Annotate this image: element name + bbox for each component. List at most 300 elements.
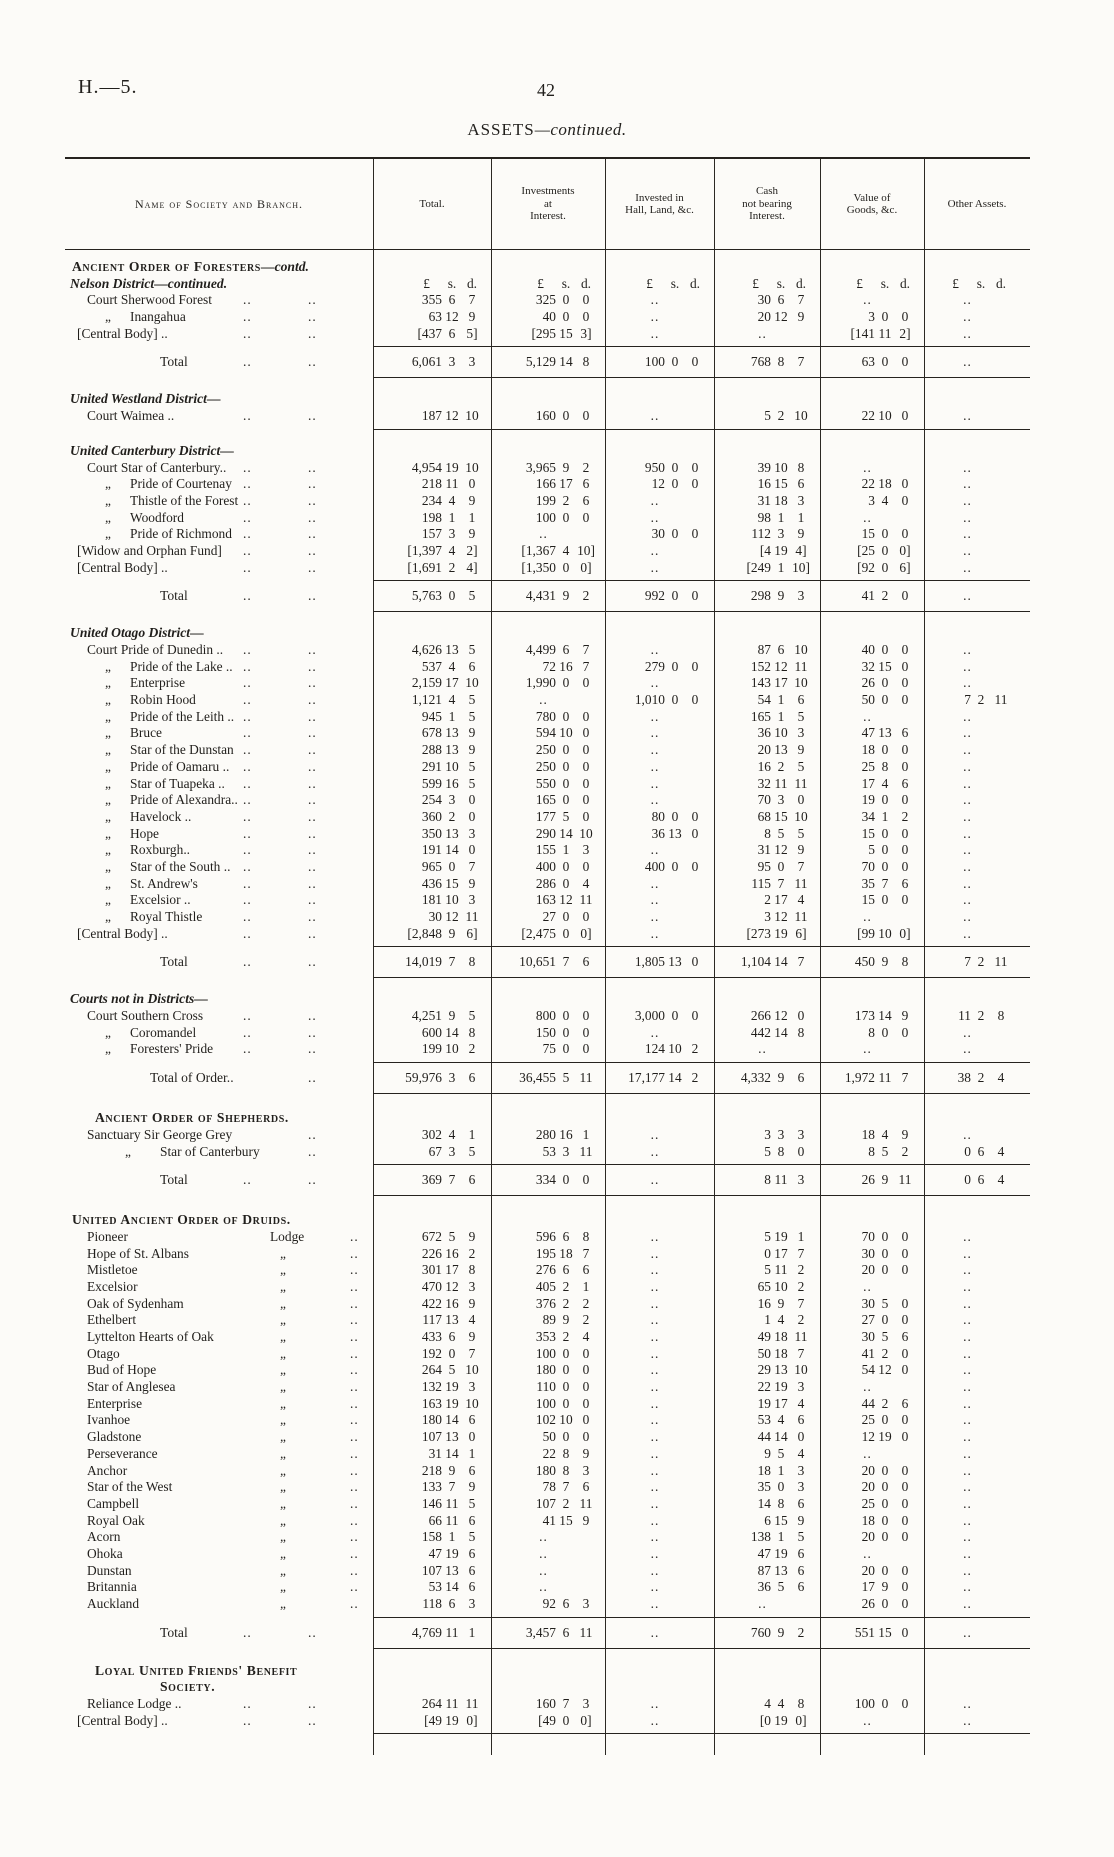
table-row <box>65 1579 1030 1596</box>
pence-value: 9 <box>468 1228 476 1244</box>
pounds-value: 98 <box>757 509 771 525</box>
pounds-value: 110 <box>536 1379 556 1395</box>
pence-value: 3] <box>580 325 592 341</box>
pounds-value: 596 <box>535 1228 556 1244</box>
society-name: Roxburgh.. <box>130 842 191 858</box>
money-cell: .. <box>863 1545 872 1561</box>
money-cell <box>714 1429 820 1446</box>
pounds-value: £ <box>537 275 544 291</box>
money-cell: .. <box>963 1495 972 1511</box>
shillings-value: 19 <box>774 1379 788 1395</box>
pence-value: 9 <box>468 1295 476 1311</box>
empty-cell <box>820 1663 924 1680</box>
pence-value: 5 <box>797 758 805 774</box>
money-cell: .. <box>963 1395 972 1411</box>
leader-dots: .. <box>308 492 317 508</box>
money-cell: .. <box>650 1412 660 1428</box>
society-name-cell <box>65 659 373 676</box>
shillings-value: 5 <box>881 1143 889 1159</box>
money-cell <box>714 1713 820 1730</box>
leader-dots: .. <box>308 675 317 691</box>
society-name: Foresters' Pride <box>130 1041 214 1057</box>
money-cell <box>714 909 820 926</box>
money-cell <box>491 892 605 909</box>
shillings-value: 10 <box>559 1412 573 1428</box>
money-cell: .. <box>539 1562 548 1578</box>
pence-value: 0 <box>582 725 590 741</box>
pence-value: 8 <box>797 459 805 475</box>
money-cell <box>373 842 491 859</box>
pounds-value: 152 <box>750 658 771 674</box>
society-name-cell <box>65 1127 373 1144</box>
ditto-mark: „ <box>105 309 111 325</box>
pounds-value: 20 <box>861 1262 875 1278</box>
money-cell <box>714 842 820 859</box>
pounds-value: 1,805 <box>634 954 665 970</box>
shillings-value: 0 <box>881 642 889 657</box>
money-cell: .. <box>650 492 660 508</box>
ditto-mark: „ <box>105 476 111 492</box>
empty-cell <box>605 443 714 460</box>
table-row <box>65 543 1030 560</box>
shillings-value: 19 <box>445 1379 459 1395</box>
pounds-value: 7 <box>964 954 971 970</box>
shillings-value: 7 <box>448 1172 456 1188</box>
pounds-value: 334 <box>535 1172 556 1188</box>
shillings-value: 6 <box>448 1329 456 1344</box>
leader-dots: .. <box>308 658 317 674</box>
pence-value: 1 <box>797 1228 805 1244</box>
section-foresters-nelson <box>65 259 1030 378</box>
money-cell <box>820 581 924 611</box>
pence-value: 0 <box>901 1529 909 1545</box>
leader-dots: .. <box>243 542 252 558</box>
shillings-value: 2 <box>777 408 785 424</box>
pence-value: 5 <box>468 775 476 791</box>
pence-value: 0 <box>468 476 476 492</box>
pounds-value: 118 <box>422 1596 442 1611</box>
society-name: [Central Body] .. <box>77 559 168 575</box>
shillings-value: 1 <box>777 1529 785 1545</box>
shillings-value: 0 <box>562 1429 570 1445</box>
society-name-cell <box>65 1579 373 1596</box>
society-name-cell <box>65 892 373 909</box>
money-cell <box>714 1529 820 1546</box>
ditto-mark: „ <box>280 1278 286 1294</box>
money-cell <box>491 1496 605 1513</box>
pence-value: 6 <box>797 1579 805 1595</box>
money-cell <box>373 1412 491 1429</box>
leader-dots: .. <box>350 1562 359 1578</box>
ditto-mark: „ <box>105 792 111 808</box>
society-name: [Widow and Orphan Fund] <box>77 542 222 558</box>
table-row <box>65 909 1030 926</box>
pounds-value: 290 <box>535 825 556 841</box>
pounds-value: 22 <box>542 1445 556 1461</box>
money-cell: .. <box>863 1041 872 1057</box>
column-header-line: Other Assets. <box>947 197 1007 210</box>
pence-value: 0 <box>582 1379 590 1395</box>
pence-value: d. <box>995 275 1007 291</box>
shillings-value: 8 <box>562 1462 570 1478</box>
leader-dots: .. <box>308 309 317 325</box>
column-header-line: Invested in <box>635 191 684 204</box>
pence-value: 3 <box>797 1479 805 1495</box>
shillings-value: 9 <box>881 1172 889 1188</box>
pounds-value: 78 <box>542 1479 556 1495</box>
money-cell <box>714 1127 820 1144</box>
society-name: Perseverance <box>87 1445 158 1461</box>
shillings-value: 5 <box>448 1362 456 1378</box>
money-cell: .. <box>650 292 660 308</box>
empty-cell <box>924 443 1030 460</box>
pence-value: 2 <box>582 588 590 604</box>
pounds-value: 298 <box>750 588 771 604</box>
money-cell <box>714 1296 820 1313</box>
pence-value: 0 <box>582 1362 590 1378</box>
money-cell: .. <box>963 1278 972 1294</box>
money-cell <box>820 476 924 493</box>
empty-cell <box>491 1110 605 1127</box>
money-cell <box>373 876 491 893</box>
money-cell <box>491 1312 605 1329</box>
pounds-value: 30 <box>861 1329 875 1344</box>
total-row <box>65 347 1030 377</box>
money-cell: .. <box>863 909 872 924</box>
shillings-value: 18 <box>559 1245 573 1261</box>
section-heading-row <box>65 443 1030 460</box>
money-cell: .. <box>963 808 972 824</box>
pence-value: 10 <box>794 808 808 824</box>
empty-cell <box>924 1110 1030 1127</box>
shillings-value: 16 <box>559 1126 573 1142</box>
pence-value: 7 <box>582 642 590 657</box>
section-heading: United Otago District— <box>70 625 204 641</box>
ditto-mark: „ <box>105 775 111 791</box>
money-cell <box>820 1362 924 1379</box>
section-heading-row <box>65 1679 1030 1696</box>
money-cell: .. <box>650 725 660 741</box>
pence-value: 0 <box>901 1312 909 1328</box>
pounds-value: 50 <box>757 1345 771 1361</box>
pounds-value: 234 <box>421 492 442 508</box>
pence-value: 6 <box>468 1172 476 1188</box>
shillings-value: 13 <box>445 1429 459 1445</box>
pence-value: 2 <box>582 1312 590 1328</box>
pounds-value: 65 <box>757 1278 771 1294</box>
section-heading: United Canterbury District— <box>70 442 234 458</box>
pence-value: 10 <box>579 825 593 841</box>
pounds-value: 150 <box>535 1024 556 1040</box>
money-cell <box>820 1262 924 1279</box>
money-cell: .. <box>963 775 972 791</box>
pounds-value: 39 <box>757 459 771 475</box>
money-cell: .. <box>963 1512 972 1528</box>
money-cell <box>491 1596 605 1613</box>
pence-value: 1 <box>582 1126 590 1142</box>
shillings-value: 19 <box>774 1712 788 1728</box>
pence-value: 3 <box>468 1379 476 1395</box>
pounds-value: 59,976 <box>405 1070 442 1086</box>
pence-value: d. <box>689 275 701 291</box>
shillings-value: 6 <box>777 292 785 308</box>
shillings-value: 2 <box>881 588 889 604</box>
shillings-value: 0 <box>881 559 889 575</box>
money-cell <box>373 1546 491 1563</box>
money-cell: .. <box>650 1143 660 1159</box>
pounds-value: 49 <box>757 1329 771 1344</box>
society-name-cell <box>65 776 373 793</box>
total-label: Total <box>160 1172 188 1188</box>
society-name: [Central Body] .. <box>77 325 168 341</box>
table-row <box>65 1329 1030 1346</box>
leader-dots: .. <box>243 292 252 308</box>
money-cell: .. <box>963 1041 972 1057</box>
pounds-value: 1,010 <box>634 692 665 708</box>
shillings-value: 9 <box>562 1312 570 1328</box>
section-heading: Nelson District—continued. <box>70 275 228 291</box>
shillings-value: 8 <box>562 1445 570 1461</box>
shillings-value: 0 <box>562 758 570 774</box>
pence-value: 3 <box>797 492 805 508</box>
pence-value: 0 <box>582 675 590 691</box>
pence-value: 11 <box>579 1143 593 1159</box>
pence-value: 0] <box>899 925 911 941</box>
currency-header-cell <box>820 276 924 293</box>
society-name: Ivanhoe <box>87 1412 131 1428</box>
money-cell <box>820 1025 924 1042</box>
pounds-value: 218 <box>421 1462 442 1478</box>
shillings-value: 0 <box>881 542 889 558</box>
shillings-value: 0 <box>881 842 889 858</box>
leader-dots: .. <box>243 725 252 741</box>
pence-value: 0 <box>901 642 909 657</box>
shillings-value: 2 <box>562 1495 570 1511</box>
pounds-value: 124 <box>644 1041 665 1057</box>
pence-value: 10 <box>794 642 808 657</box>
money-cell <box>820 1396 924 1413</box>
money-cell <box>714 709 820 726</box>
money-cell <box>491 1041 605 1058</box>
currency-header-cell <box>714 276 820 293</box>
pounds-value: 133 <box>421 1479 442 1495</box>
total-row <box>65 1618 1030 1648</box>
shillings-value: 4 <box>562 542 570 558</box>
pounds-value: 4,769 <box>411 1624 442 1640</box>
shillings-value: 0 <box>562 292 570 308</box>
money-cell: .. <box>650 675 660 691</box>
money-cell <box>491 725 605 742</box>
money-cell <box>373 1008 491 1025</box>
shillings-value: 0 <box>562 742 570 758</box>
total-label-cell <box>65 1063 373 1093</box>
pence-value: 0 <box>582 909 590 924</box>
pounds-value: 2 <box>764 892 771 908</box>
pounds-value: 158 <box>421 1529 442 1545</box>
shillings-value: 0 <box>881 1262 889 1278</box>
pounds-value: 26 <box>861 675 875 691</box>
pounds-value: 800 <box>535 1008 556 1024</box>
pounds-value: 14 <box>757 1495 771 1511</box>
pence-value: 3 <box>582 1596 590 1611</box>
pounds-value: 276 <box>535 1262 556 1278</box>
society-name-cell <box>65 292 373 309</box>
pence-value: 7 <box>468 292 476 308</box>
assets-table <box>65 157 1030 1757</box>
pence-value: 9 <box>468 875 476 891</box>
pence-value: 8 <box>582 354 590 370</box>
shillings-value: 4 <box>881 492 889 508</box>
table-row <box>65 725 1030 742</box>
society-name-cell <box>65 1429 373 1446</box>
society-name: Sanctuary Sir George Grey <box>87 1126 233 1142</box>
money-cell: .. <box>650 1329 660 1344</box>
pence-value: 0 <box>691 459 699 475</box>
pence-value: 2 <box>901 808 909 824</box>
money-cell <box>820 926 924 943</box>
money-cell <box>820 408 924 425</box>
money-cell: .. <box>863 1712 872 1728</box>
pence-value: 8 <box>468 1024 476 1040</box>
shillings-value: 0 <box>881 1495 889 1511</box>
pence-value: 7 <box>582 658 590 674</box>
pounds-value: 353 <box>535 1329 556 1344</box>
table-row <box>65 926 1030 943</box>
shillings-value: 0 <box>881 1512 889 1528</box>
pence-value: 5 <box>797 1529 805 1545</box>
leader-dots: .. <box>243 708 252 724</box>
heading-text: United Ancient Order of Druids. <box>72 1212 291 1228</box>
money-cell: .. <box>963 492 972 508</box>
pounds-value: 180 <box>535 1362 556 1378</box>
society-name: St. Andrew's <box>130 875 198 891</box>
pounds-value: 20 <box>757 742 771 758</box>
leader-dots: .. <box>308 1624 317 1640</box>
leader-dots: .. <box>243 459 252 475</box>
money-cell <box>491 543 605 560</box>
society-name-cell <box>65 926 373 943</box>
pounds-value: 180 <box>421 1412 442 1428</box>
money-cell <box>491 309 605 326</box>
pounds-value: 325 <box>535 292 556 308</box>
shillings-value: 0 <box>562 1395 570 1411</box>
section-heading-row <box>65 259 1030 276</box>
money-cell <box>714 742 820 759</box>
pence-value: 7 <box>797 954 805 970</box>
table-row <box>65 826 1030 843</box>
shillings-value: 10 <box>559 725 573 741</box>
society-name-cell <box>65 560 373 577</box>
shillings-value: s. <box>561 275 571 291</box>
money-cell <box>714 659 820 676</box>
shillings-value: 5 <box>777 1445 785 1461</box>
money-cell <box>820 742 924 759</box>
leader-dots: .. <box>243 758 252 774</box>
leader-dots: .. <box>350 1479 359 1495</box>
society-name-cell <box>65 326 373 343</box>
section-heading: Courts not in Districts— <box>70 991 208 1007</box>
shillings-value: 1 <box>448 708 456 724</box>
shillings-value: 0 <box>671 526 679 542</box>
money-cell: .. <box>963 1429 972 1445</box>
pounds-value: 2,159 <box>411 675 442 691</box>
ditto-mark: „ <box>280 1329 286 1344</box>
pounds-value: 40 <box>542 309 556 325</box>
pence-value: 9 <box>797 309 805 325</box>
money-cell <box>820 1479 924 1496</box>
pence-value: 2] <box>466 542 478 558</box>
total-label: Total <box>160 588 188 604</box>
pounds-value: 264 <box>421 1362 442 1378</box>
pence-value: 6 <box>468 1070 476 1086</box>
society-name: Star of the Dunstan <box>130 742 234 758</box>
shillings-value: 3 <box>448 792 456 808</box>
shillings-value: 5 <box>448 1228 456 1244</box>
money-cell <box>373 1429 491 1446</box>
money-cell <box>491 859 605 876</box>
table-row <box>65 792 1030 809</box>
pounds-value: 25 <box>861 758 875 774</box>
pence-value: 4 <box>997 1172 1005 1188</box>
pounds-value: 279 <box>644 658 665 674</box>
shillings-value: 19 <box>445 459 459 475</box>
pounds-value: 117 <box>422 1312 442 1328</box>
pounds-value: 22 <box>861 476 875 492</box>
pounds-value: 163 <box>421 1395 442 1411</box>
pence-value: 8 <box>797 1024 805 1040</box>
money-cell <box>714 876 820 893</box>
shillings-value: 0 <box>881 892 889 908</box>
leader-dots: .. <box>243 909 252 924</box>
money-cell <box>714 1446 820 1463</box>
society-name-cell <box>65 759 373 776</box>
pence-value: 10 <box>465 1395 479 1411</box>
pounds-value: 218 <box>421 476 442 492</box>
pence-value: 9 <box>797 526 805 542</box>
empty-cell <box>820 991 924 1008</box>
empty-cell <box>491 1663 605 1680</box>
section-heading-row <box>65 625 1030 642</box>
shillings-value: s. <box>447 275 457 291</box>
section-no-district <box>65 991 1030 1094</box>
shillings-value: 10 <box>774 725 788 741</box>
pounds-value: 5,763 <box>411 588 442 604</box>
pounds-value: 9 <box>764 1445 771 1461</box>
shillings-value: 19 <box>774 925 788 941</box>
table-row <box>65 1412 1030 1429</box>
pence-value: 6 <box>468 658 476 674</box>
pounds-value: [249 <box>746 559 771 575</box>
pounds-value: 20 <box>861 1562 875 1578</box>
shillings-value: 12 <box>774 309 788 325</box>
leader-dots: .. <box>350 1429 359 1445</box>
shillings-value: 3 <box>562 1143 570 1159</box>
shillings-value: 0 <box>562 408 570 424</box>
society-name: Auckland <box>87 1596 140 1611</box>
shillings-value: 15 <box>774 476 788 492</box>
pence-value: 0 <box>691 825 699 841</box>
money-cell <box>820 892 924 909</box>
shillings-value: 4 <box>881 775 889 791</box>
shillings-value: 4 <box>881 1126 889 1142</box>
pounds-value: [25 <box>857 542 875 558</box>
pence-value: 8 <box>997 1008 1005 1024</box>
shillings-value: 14 <box>445 1445 459 1461</box>
leader-dots: .. <box>243 825 252 841</box>
leader-dots: .. <box>350 1278 359 1294</box>
money-cell <box>491 809 605 826</box>
pounds-value: 422 <box>421 1295 442 1311</box>
